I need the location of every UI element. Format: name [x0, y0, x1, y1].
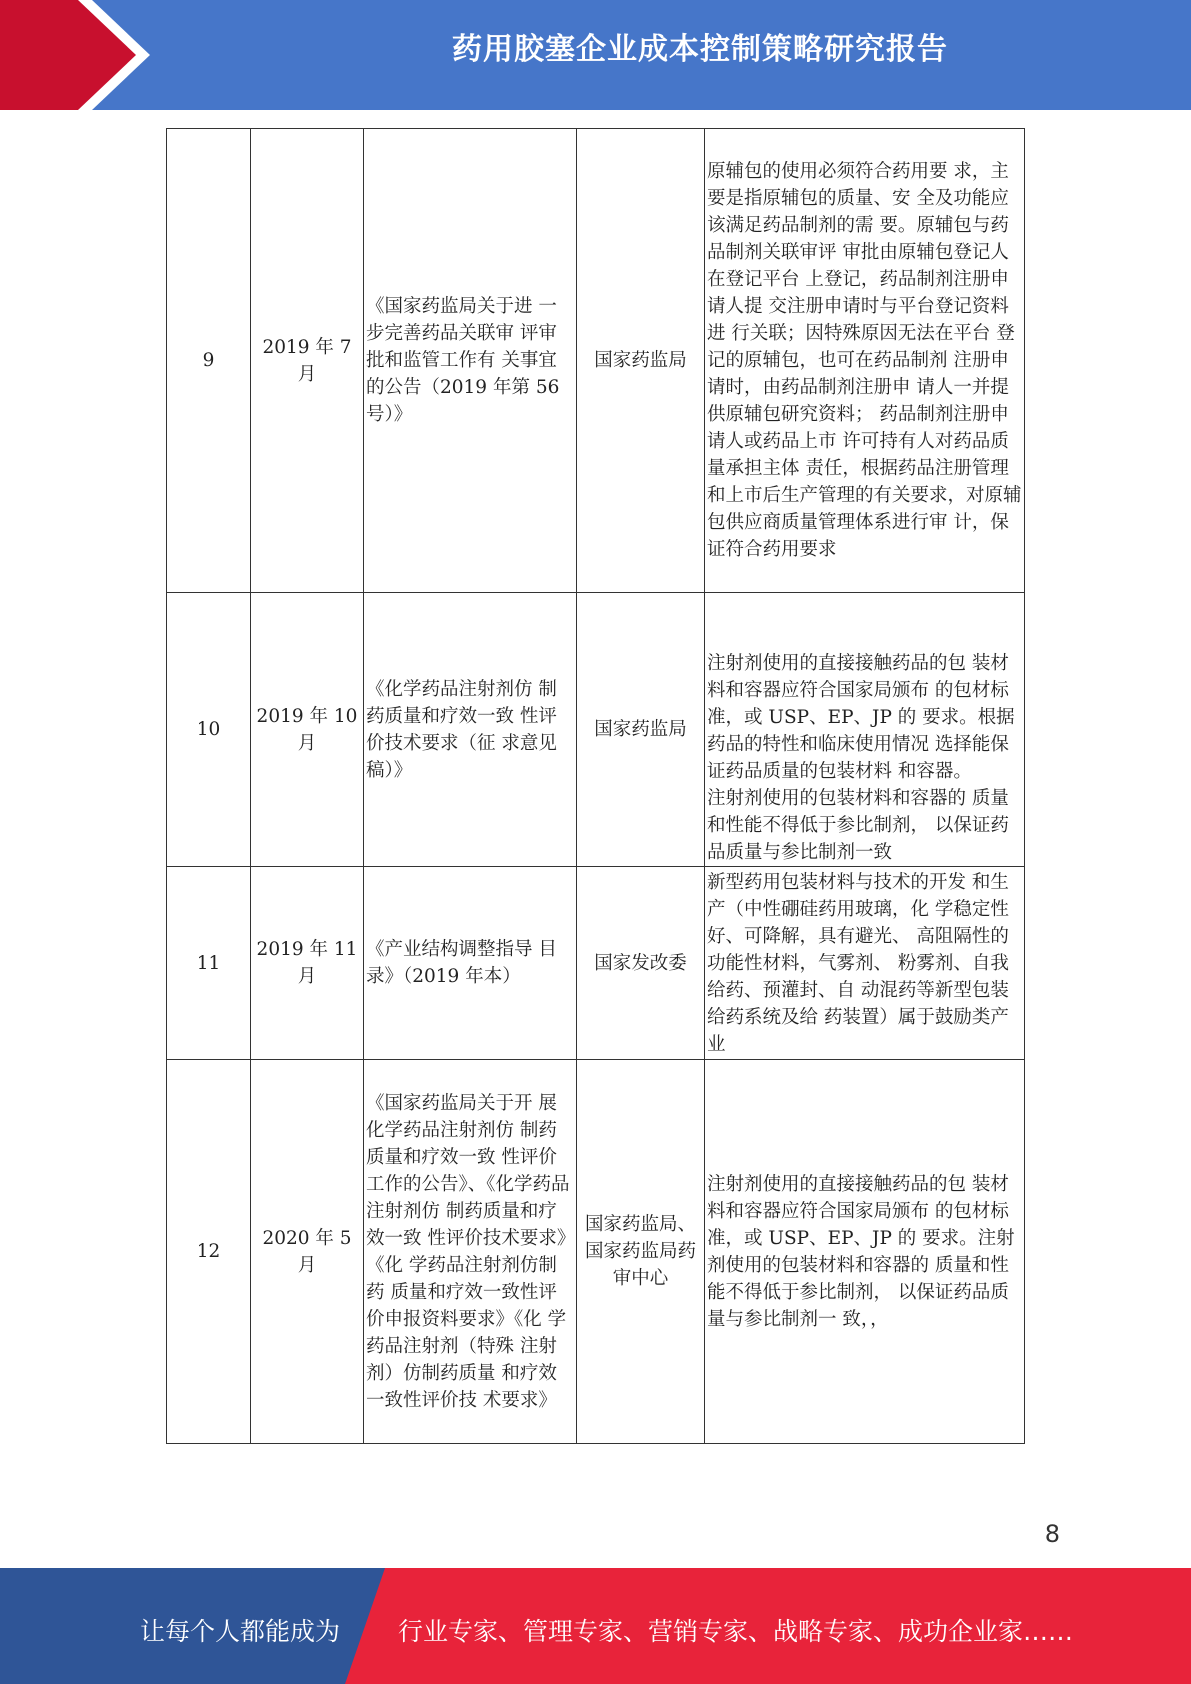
row-number: 10	[167, 593, 251, 867]
row-issuer: 国家药监局	[577, 129, 705, 593]
page-header	[0, 0, 1191, 110]
policy-table	[166, 128, 1025, 1444]
row-content: 新型药用包装材料与技术的开发 和生产（中性硼硅药用玻璃，化 学稳定性好、可降解，具有避光、 高阻隔性的功能性材料，气雾剂、 粉雾剂、自我给药、预灌封、自 动混药等新型包装给药系统及给 药装置）属于鼓励类产业	[705, 867, 1025, 1060]
table-row	[167, 867, 1025, 1060]
table-row	[167, 593, 1025, 867]
row-document: 《国家药监局关于开 展化学药品注射剂仿 制药质量和疗效一致 性评价工作的公告》、《化学药品注射剂仿 制药质量和疗效一致 性评价技术要求》《化 学药品注射剂仿制药 质量和疗效一致性评 价申报资料要求》《化 学药品注射剂（特殊 注射剂）仿制药质量 和疗效一致性评价技 术要求》	[364, 1060, 577, 1444]
footer-slogan-roles: 行业专家、管理专家、营销专家、战略专家、成功企业家……	[398, 1617, 1074, 1646]
row-date: 2020 年 5 月	[251, 1060, 364, 1444]
row-number: 12	[167, 1060, 251, 1444]
row-number: 9	[167, 129, 251, 593]
row-date: 2019 年 7 月	[251, 129, 364, 593]
row-number: 11	[167, 867, 251, 1060]
footer-slogan-lead: 让每个人都能成为	[140, 1617, 341, 1646]
row-issuer: 国家发改委	[577, 867, 705, 1060]
report-title: 药用胶塞企业成本控制策略研究报告	[452, 32, 948, 67]
row-content: 原辅包的使用必须符合药用要 求，主要是指原辅包的质量、安 全及功能应该满足药品制剂的需 要。原辅包与药品制剂关联审评 审批由原辅包登记人在登记平台 上登记，药品制剂注册申请人提 交注册申请时与平台登记资料进 行关联；因特殊原因无法在平台 登记的原辅包，也可在药品制剂 注册申请时，由药品制剂注册申 请人一并提供原辅包研究资料； 药品制剂注册申请人或药品上市 许可持有人对药品质量承担主体 责任，根据药品注册管理和上市后生产管理的有关要求，对原辅 包供应商质量管理体系进行审 计，保证符合药用要求	[705, 129, 1025, 593]
row-content: 注射剂使用的直接接触药品的包 装材料和容器应符合国家局颁布 的包材标准，或 USP、EP、JP 的 要求。根据药品的特性和临床使用情况 选择能保证药品质量的包装材料 和容器。 注射剂使用的包装材料和容器的 质量和性能不得低于参比制剂， 以保证药品质量与参比制剂一致	[705, 593, 1025, 867]
row-document: 《国家药监局关于进 一步完善药品关联审 评审批和监管工作有 关事宜的公告（2019 年第 56 号）》	[364, 129, 577, 593]
row-issuer: 国家药监局、国家药监局药审中心	[577, 1060, 705, 1444]
row-issuer: 国家药监局	[577, 593, 705, 867]
row-date: 2019 年 10 月	[251, 593, 364, 867]
row-date: 2019 年 11 月	[251, 867, 364, 1060]
table-row	[167, 129, 1025, 593]
row-document: 《化学药品注射剂仿 制药质量和疗效一致 性评价技术要求（征 求意见稿）》	[364, 593, 577, 867]
page-number: 8	[1044, 1520, 1060, 1548]
row-content: 注射剂使用的直接接触药品的包 装材料和容器应符合国家局颁布 的包材标准，或 USP、EP、JP 的 要求。注射剂使用的包装材料和容器的 质量和性能不得低于参比制剂， 以保证药品质量与参比制剂一 致，，	[705, 1060, 1025, 1444]
row-document: 《产业结构调整指导 目录》（2019 年本）	[364, 867, 577, 1060]
table-row	[167, 1060, 1025, 1444]
